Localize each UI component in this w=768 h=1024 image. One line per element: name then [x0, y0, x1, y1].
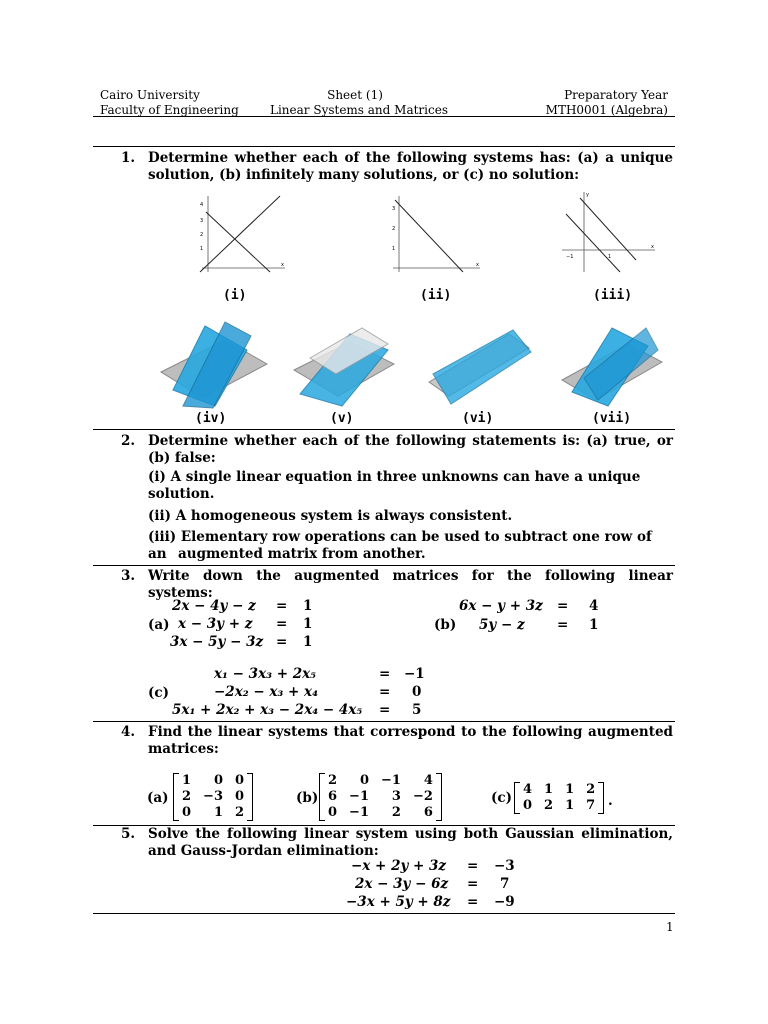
q2-item-i: (i) A single linear equation in three unknowns can have a unique solution.: [148, 469, 641, 502]
header-divider: [93, 116, 675, 117]
question-divider: [93, 429, 675, 430]
graph-iii: [560, 188, 660, 276]
matrix-row: [322, 773, 439, 789]
header-left: [100, 88, 239, 118]
matrix-cell: 0: [235, 773, 245, 788]
page-number: 1: [666, 920, 674, 934]
matrix-cell: 7: [586, 798, 596, 813]
matrix-cell: 0: [235, 789, 245, 804]
q3-b-label: (b): [434, 617, 457, 633]
question-divider: [93, 565, 675, 566]
q2-number: 2.: [121, 433, 136, 449]
matrix-cell: 6: [423, 805, 433, 820]
q2-text: Determine whether each of the following statements is: (a) true, or (b) false:: [148, 433, 673, 466]
q4-c-label: (c): [491, 790, 512, 806]
matrix-cell: 1: [565, 782, 575, 797]
planes-vi: [425, 326, 535, 408]
svg-text:x: x: [651, 244, 654, 250]
planes-vii: [558, 320, 668, 408]
svg-text:3: 3: [392, 206, 396, 212]
q4-text: Find the linear systems that correspond to the following augmented matrices:: [148, 724, 673, 757]
matrix-cell: 0: [182, 805, 192, 820]
svg-text:4: 4: [200, 202, 204, 208]
label-vii: (vii): [592, 411, 632, 426]
matrix-cell: 2: [391, 805, 401, 820]
graph-axis-x: x: [281, 262, 284, 268]
header-right: [546, 88, 668, 118]
matrix-cell: 3: [391, 789, 401, 804]
q5-number: 5.: [121, 826, 136, 842]
q1-text: Determine whether each of the following systems has: (a) a unique solution, (b) infinitely many solutions, or (c) no solution:: [148, 150, 673, 183]
svg-text:3: 3: [200, 218, 204, 224]
matrix-row: [176, 773, 250, 789]
matrix-cell: 4: [423, 773, 433, 788]
q4-b-label: (b): [296, 790, 319, 806]
svg-text:1: 1: [200, 246, 204, 252]
svg-text:y: y: [586, 192, 589, 198]
matrix-row: [517, 782, 601, 798]
svg-text:x: x: [476, 262, 479, 268]
footer-divider: [93, 913, 675, 914]
matrix-cell: −2: [412, 789, 433, 804]
svg-text:2: 2: [200, 232, 204, 238]
label-iii: (iii): [593, 288, 633, 303]
matrix-cell: 1: [182, 773, 192, 788]
svg-text:1: 1: [392, 246, 396, 252]
matrix-cell: −1: [381, 773, 401, 788]
matrix-c: [517, 782, 601, 814]
matrix-cell: 0: [328, 805, 338, 820]
matrix-row: [517, 798, 601, 814]
academic-year: Preparatory Year: [564, 88, 668, 102]
graph-i: [190, 192, 290, 274]
q2-item-iii-cont: augmented matrix from another.: [178, 546, 426, 562]
graph-ii: [385, 192, 485, 274]
svg-text:1: 1: [608, 254, 612, 260]
matrix-cell: 2: [586, 782, 596, 797]
matrix-a: [176, 773, 250, 821]
planes-iv: [155, 320, 275, 410]
q3-number: 3.: [121, 568, 136, 584]
q4-number: 4.: [121, 724, 136, 740]
matrix-row: [322, 789, 439, 805]
matrix-row: [176, 805, 250, 821]
svg-text:−1: −1: [566, 254, 574, 260]
matrix-row: [322, 805, 439, 821]
q3-a-label: (a): [148, 617, 170, 633]
matrix-cell: 0: [213, 773, 223, 788]
matrix-cell: 4: [523, 782, 533, 797]
sheet-topic: Linear Systems and Matrices: [270, 103, 448, 117]
label-vi: (vi): [462, 411, 494, 426]
matrix-cell: 1: [213, 805, 223, 820]
course-code: MTH0001 (Algebra): [545, 103, 668, 117]
label-iv: (iv): [195, 411, 227, 426]
q4-a-label: (a): [147, 790, 169, 806]
label-i: (i): [223, 288, 247, 303]
q1-number: 1.: [121, 150, 136, 166]
question-divider: [93, 721, 675, 722]
matrix-cell: 2: [544, 798, 554, 813]
matrix-row: [176, 789, 250, 805]
header-center: [270, 88, 448, 118]
planes-v: [290, 324, 400, 410]
q3-c-label: (c): [148, 685, 169, 701]
matrix-cell: −1: [349, 805, 369, 820]
question-divider: [93, 146, 675, 147]
matrix-cell: 0: [359, 773, 369, 788]
label-v: (v): [330, 411, 354, 426]
matrix-cell: 2: [328, 773, 338, 788]
q3-text: Write down the augmented matrices for the following linear systems:: [148, 568, 673, 601]
label-ii: (ii): [420, 288, 452, 303]
q5-text: Solve the following linear system using both Gaussian elimination, and Gauss-Jordan elimination:: [148, 826, 673, 859]
sheet-title: Sheet (1): [327, 88, 383, 102]
matrix-cell: 2: [235, 805, 245, 820]
svg-text:2: 2: [392, 226, 396, 232]
matrix-cell: −1: [349, 789, 369, 804]
matrix-cell: 0: [523, 798, 533, 813]
matrix-cell: 1: [565, 798, 575, 813]
q2-item-ii: (ii) A homogeneous system is always consistent.: [148, 508, 513, 524]
matrix-cell: 1: [544, 782, 554, 797]
matrix-b: [322, 773, 439, 821]
matrix-cell: −3: [203, 789, 223, 804]
q2-item-iii: (iii) Elementary row operations can be used to subtract one row of an: [148, 529, 652, 562]
matrix-cell: 6: [328, 789, 338, 804]
faculty-name: Faculty of Engineering: [100, 103, 239, 117]
matrix-cell: 2: [182, 789, 192, 804]
university-name: Cairo University: [100, 88, 200, 102]
